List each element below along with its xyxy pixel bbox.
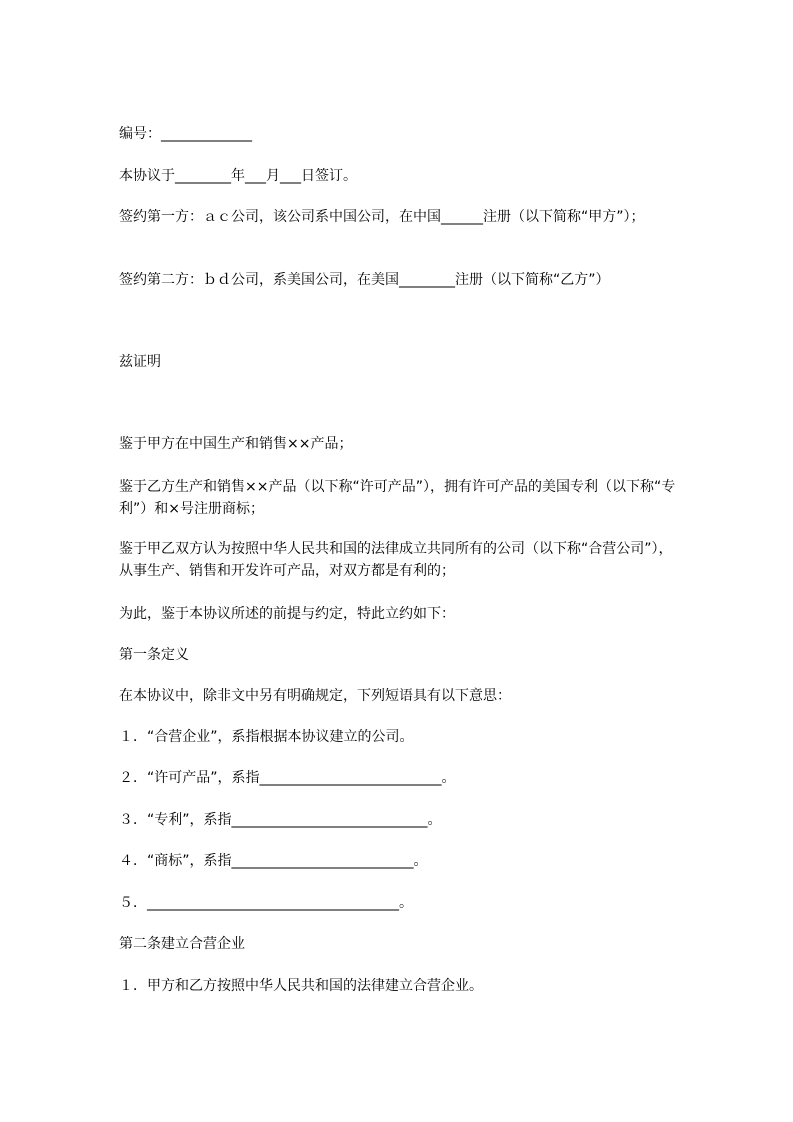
definition-4: ４．“商标”，系指__________________________。 — [119, 853, 428, 869]
recital-2: 鉴于乙方生产和销售××产品（以下称“许可产品”），拥有许可产品的美国专利（以下称“专利”）和×号注册商标； — [119, 479, 676, 517]
article-1-intro: 在本协议中，除非文中另有明确规定，下列短语具有以下意思： — [119, 688, 511, 704]
definition-2: ２．“许可产品”，系指__________________________。 — [119, 770, 456, 786]
definition-1: １．“合营企业”，系指根据本协议建立的公司。 — [119, 729, 414, 745]
signing-date-line: 本协议于________年___月___日签订。 — [119, 168, 357, 184]
party-a-line: 签约第一方：ａｃ公司，该公司系中国公司，在中国______注册（以下简称“甲方”）； — [119, 209, 645, 225]
article-2-item-1: １．甲方和乙方按照中华人民共和国的法律建立合营企业。 — [119, 978, 483, 994]
party-b-line: 签约第二方：ｂｄ公司，系美国公司，在美国________注册（以下简称“乙方”） — [119, 272, 610, 288]
recital-1: 鉴于甲方在中国生产和销售××产品； — [119, 436, 353, 452]
definition-3: ３．“专利”，系指____________________________。 — [119, 812, 442, 828]
article-1-title: 第一条定义 — [119, 647, 189, 663]
witness-heading: 兹证明 — [119, 354, 161, 370]
agreement-intro: 为此，鉴于本协议所述的前提与约定，特此立约如下： — [119, 606, 455, 622]
recital-3: 鉴于甲乙双方认为按照中华人民共和国的法律成立共同所有的公司（以下称“合营公司”），从事生产、销售和开发许可产品，对双方都是有利的； — [119, 541, 673, 579]
definition-5: ５．____________________________________。 — [119, 895, 413, 911]
contract-number-line: 编号：_____________ — [119, 126, 252, 142]
article-2-title: 第二条建立合营企业 — [119, 936, 245, 952]
